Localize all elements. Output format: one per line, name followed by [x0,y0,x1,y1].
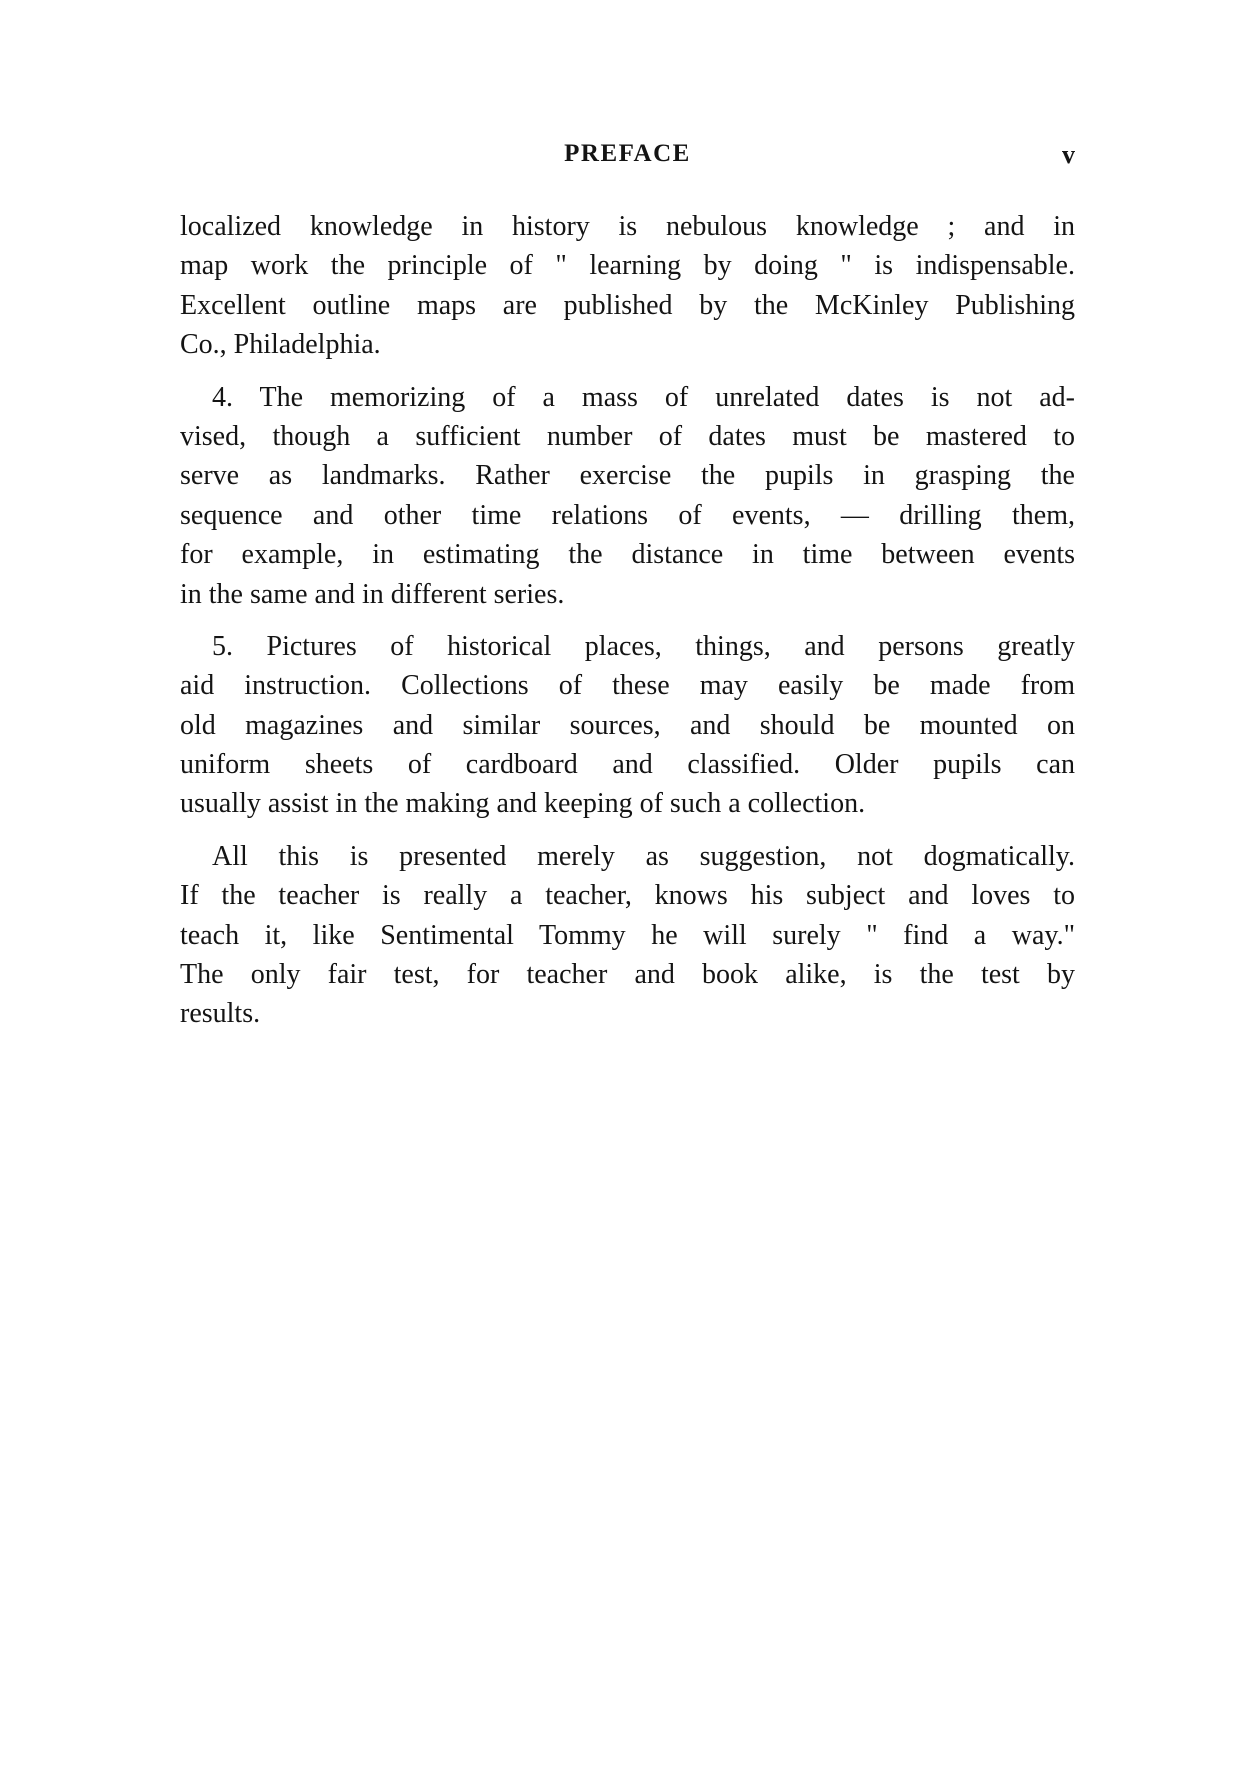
running-head [180,140,1075,176]
text-line: 4. The memorizing of a mass of unrelated dates is not ad- [212,381,1075,413]
text-line: usually assist in the making and keeping of such a collection. [180,788,866,820]
text-line: The only fair test, for teacher and book alike, is the test by [180,959,1075,991]
text-line: sequence and other time relations of events, — drilling them, [180,499,1075,531]
text-line: If the teacher is really a teacher, knows his subject and loves to [180,880,1075,912]
text-line: 5. Pictures of historical places, things, and persons greatly [212,630,1075,662]
paragraph-pictures [180,627,1075,824]
text-line: Co., Philadelphia. [180,329,381,361]
text-line: old magazines and similar sources, and should be mounted on [180,709,1075,741]
text-line: serve as landmarks. Rather exercise the pupils in grasping the [180,460,1075,492]
text-line: localized knowledge in history is nebulous knowledge ; and in [180,211,1075,242]
text-line: in the same and in different series. [180,578,565,610]
text-line: Excellent outline maps are published by the McKinley Publishing [180,289,1075,321]
body-text [180,207,1075,1047]
paragraph-closing [180,837,1075,1034]
text-line: uniform sheets of cardboard and classified. Older pupils can [180,749,1075,781]
text-line: vised, though a sufficient number of dates must be mastered to [180,420,1075,452]
text-line: map work the principle of " learning by doing " is indispensable. [180,250,1075,282]
page-title: PREFACE [564,140,691,167]
page-number: v [1062,140,1075,169]
text-line: All this is presented merely as suggestion, not dogmatically. [212,840,1075,872]
text-line: results. [180,998,261,1030]
text-line: teach it, like Sentimental Tommy he will surely " find a way." [180,919,1075,951]
text-line: aid instruction. Collections of these may easily be made from [180,670,1075,702]
text-line: for example, in estimating the distance in time between events [180,539,1075,571]
paragraph-dates [180,378,1075,614]
paragraph-map-work [180,207,1075,365]
